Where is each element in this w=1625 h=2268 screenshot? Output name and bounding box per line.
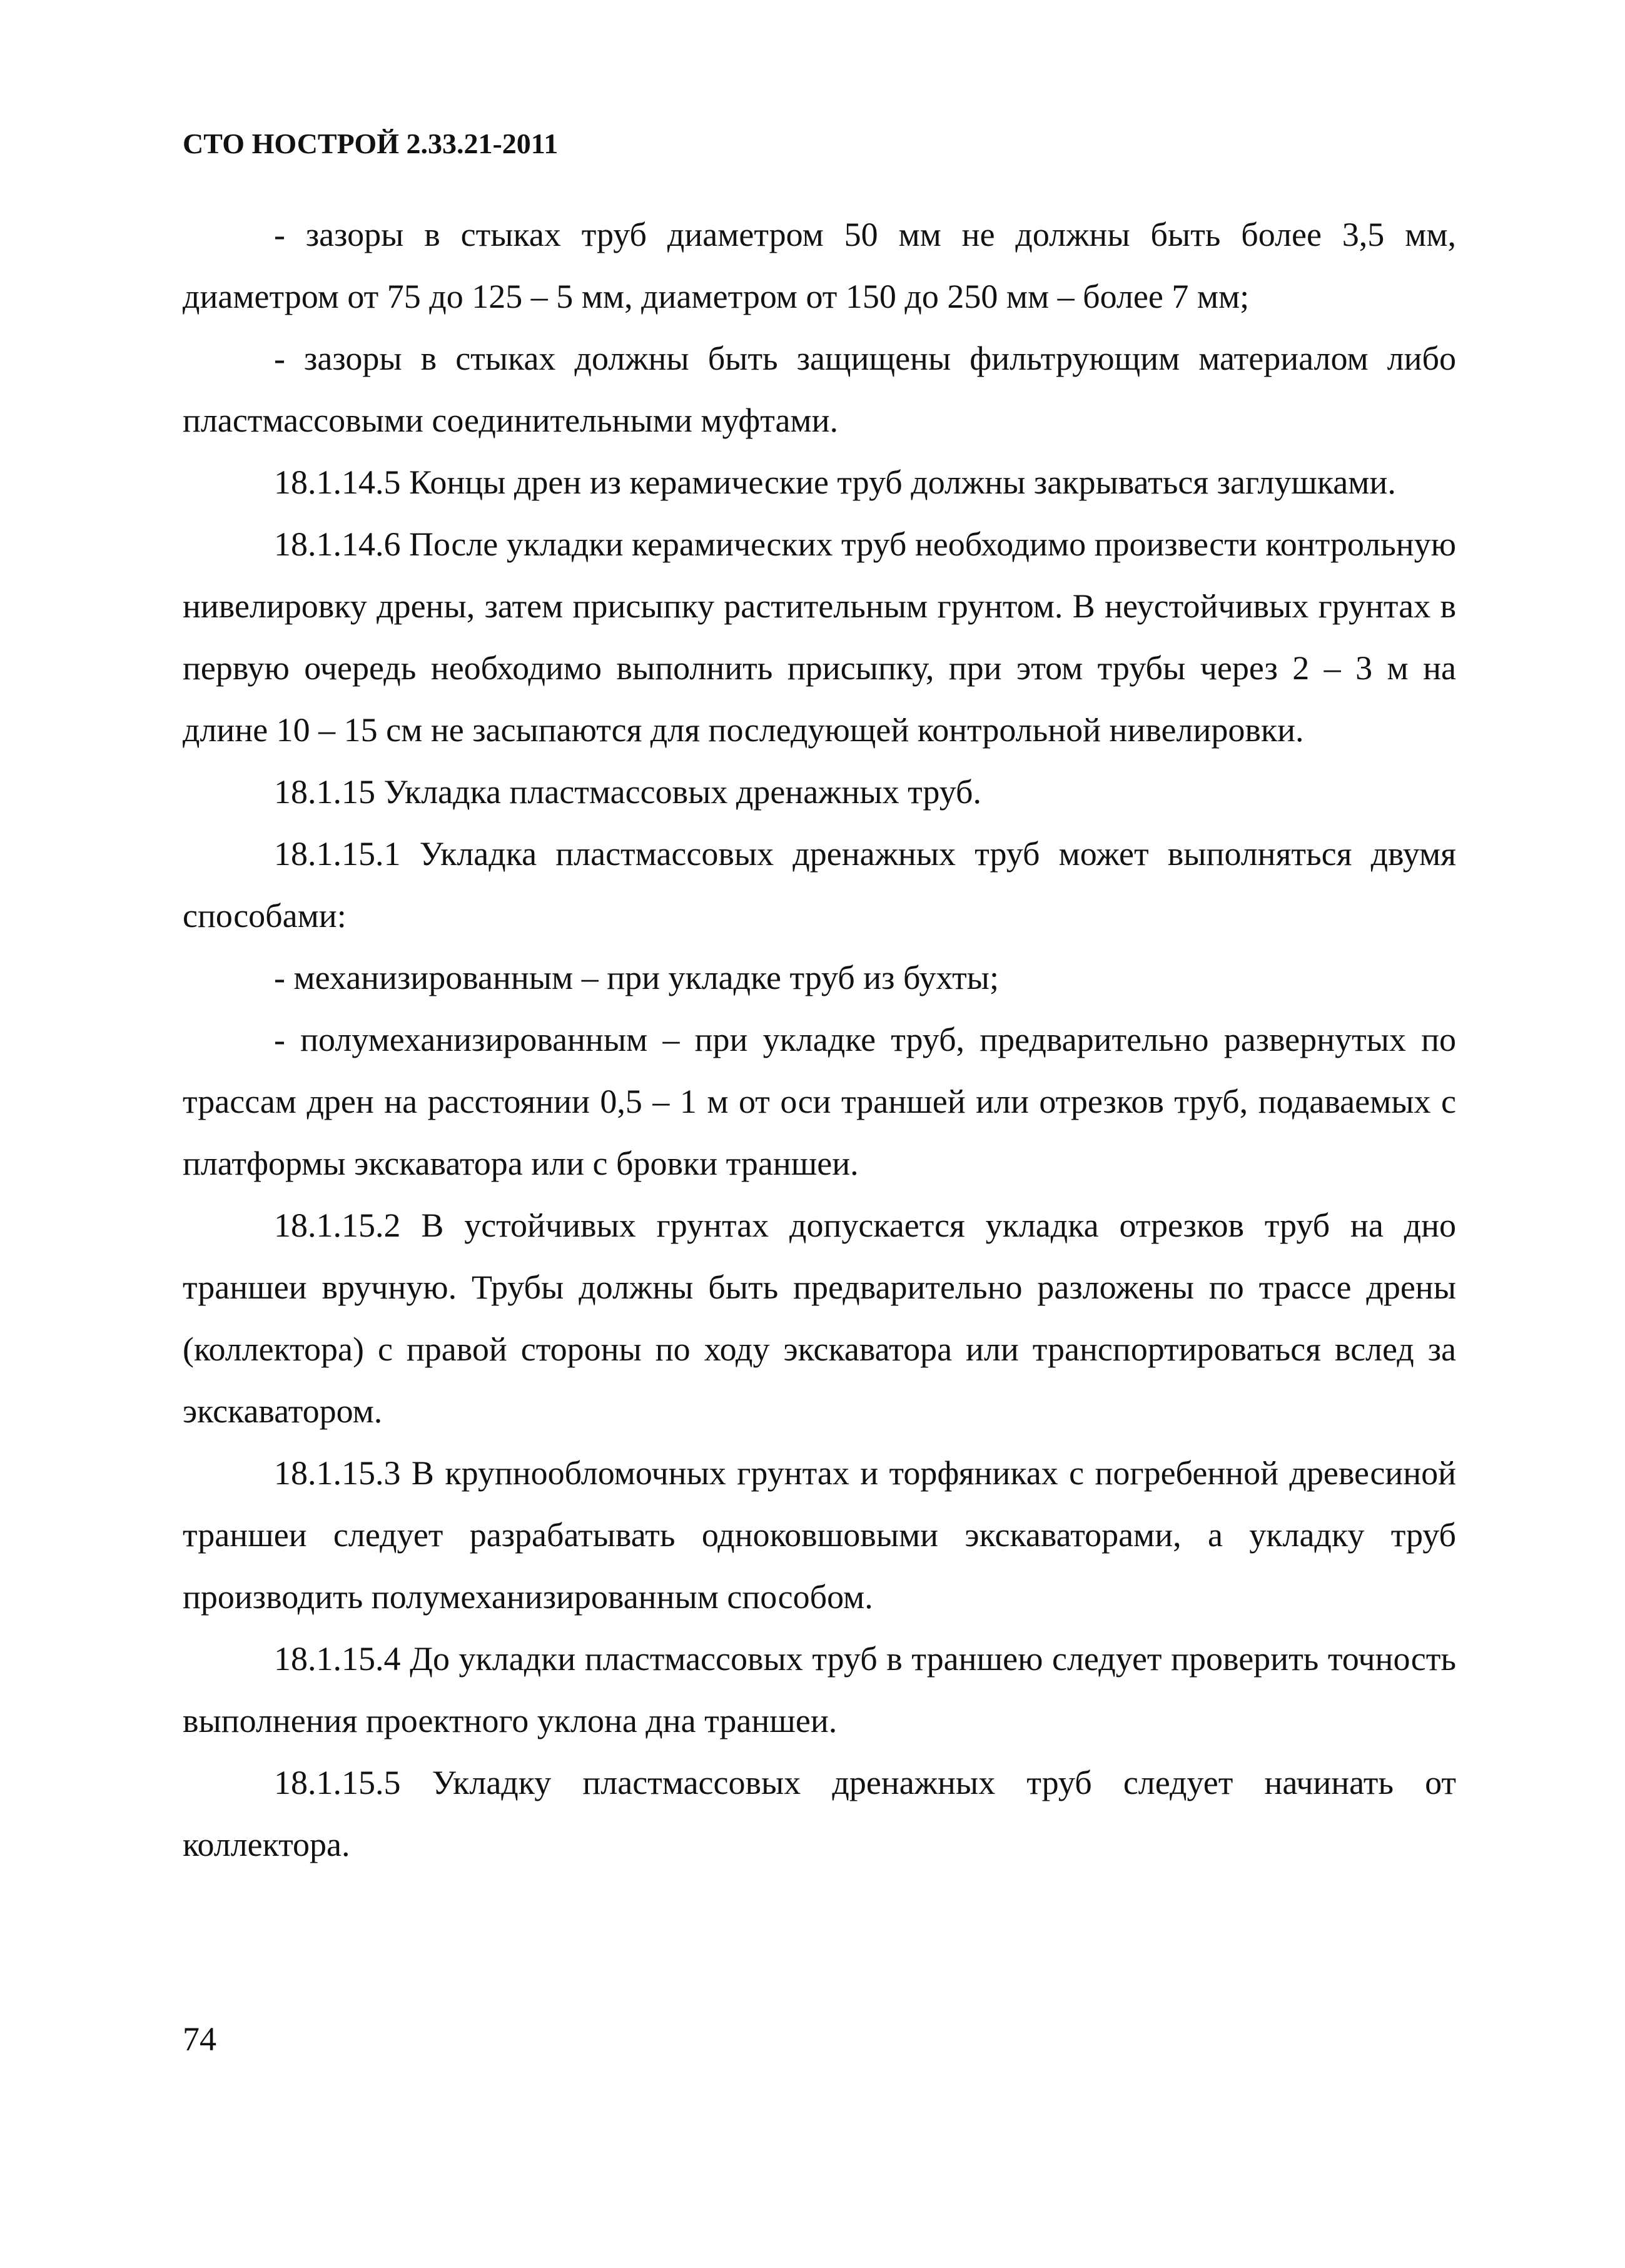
paragraph-18-1-15-1: 18.1.15.1 Укладка пластмассовых дренажных труб может выполняться двумя способами:: [183, 835, 1456, 934]
document-body: [183, 204, 1456, 1876]
paragraph-gaps-protection: - зазоры в стыках должны быть защищены фильтрующим материалом либо пластмассовыми соединительными муфтами.: [183, 340, 1456, 439]
document-header: СТО НОСТРОЙ 2.33.21-2011: [183, 128, 559, 159]
paragraph-18-1-15: 18.1.15 Укладка пластмассовых дренажных труб.: [274, 773, 981, 811]
paragraph-gaps-diameter: - зазоры в стыках труб диаметром 50 мм не должны быть более 3,5 мм, диаметром от 75 до 125 – 5 мм, диаметром от 150 до 250 мм – более 7 мм;: [183, 216, 1456, 315]
paragraph-18-1-15-3: 18.1.15.3 В крупнообломочных грунтах и торфяниках с погребенной древесиной траншеи следует разрабатывать одноковшовыми экскаваторами, а укладку труб производить полумеханизированным способом.: [183, 1454, 1456, 1616]
paragraph-mechanized: - механизированным – при укладке труб из бухты;: [274, 959, 999, 996]
paragraph-18-1-14-6: 18.1.14.6 После укладки керамических труб необходимо произвести контрольную нивелировку дрены, затем присыпку растительным грунтом. В неустойчивых грунтах в первую очередь необходимо выполнить присыпку, при этом трубы через 2 – 3 м на длине 10 – 15 см не засыпаются для последующей контрольной нивелировки.: [183, 525, 1456, 749]
paragraph-18-1-14-5: 18.1.14.5 Концы дрен из керамические труб должны закрываться заглушками.: [274, 463, 1396, 501]
paragraph-semi-mechanized: - полумеханизированным – при укладке труб, предварительно развернутых по трассам дрен на расстоянии 0,5 – 1 м от оси траншей или отрезков труб, подаваемых с платформы экскаватора или с бровки траншеи.: [183, 1021, 1456, 1182]
paragraph-18-1-15-2: 18.1.15.2 В устойчивых грунтах допускается укладка отрезков труб на дно траншеи вручную. Трубы должны быть предварительно разложены по трассе дрены (коллектора) с правой стороны по ходу экскаватора или транспортироваться вслед за экскаватором.: [183, 1207, 1456, 1430]
paragraph-18-1-15-5: 18.1.15.5 Укладку пластмассовых дренажных труб следует начинать от коллектора.: [183, 1764, 1456, 1863]
page-number: 74: [183, 2020, 216, 2058]
paragraph-18-1-15-4: 18.1.15.4 До укладки пластмассовых труб в траншею следует проверить точность выполнения проектного уклона дна траншеи.: [183, 1640, 1456, 1739]
